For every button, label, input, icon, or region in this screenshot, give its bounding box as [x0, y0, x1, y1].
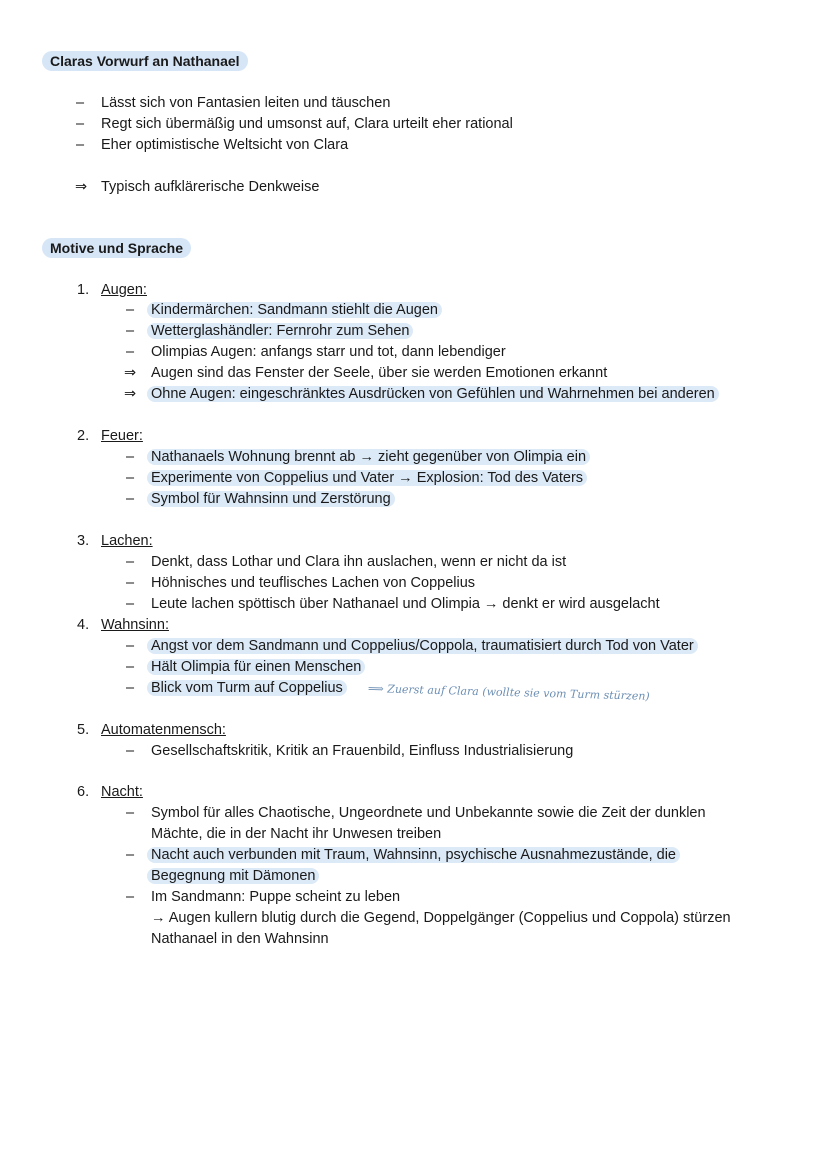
- list-item: Olimpias Augen: anfangs starr und tot, dann lebendiger: [151, 344, 506, 360]
- motive-number: 5.: [77, 722, 90, 738]
- list-item: Gesellschaftskritik, Kritik an Frauenbild, Einfluss Industrialisierung: [151, 743, 574, 759]
- dash-marker: –: [126, 554, 135, 570]
- dash-marker: –: [126, 302, 135, 318]
- list-item: [151, 657, 365, 678]
- list-item: Eher optimistische Weltsicht von Clara: [101, 137, 349, 153]
- implies-arrow-icon: ⇒: [124, 365, 137, 381]
- dash-marker: –: [76, 116, 85, 132]
- list-item-continuation: Mächte, die in der Nacht ihr Unwesen treiben: [151, 826, 442, 842]
- list-item: Lässt sich von Fantasien leiten und täuschen: [101, 95, 391, 111]
- dash-marker: –: [126, 323, 135, 339]
- implies-arrow-icon: ⇒: [75, 179, 88, 195]
- implies-arrow-icon: ⇒: [124, 386, 137, 402]
- section-heading-motive-und-sprache: Motive und Sprache: [42, 238, 191, 258]
- dash-marker: –: [126, 743, 135, 759]
- list-item: Höhnisches und teuflisches Lachen von Coppelius: [151, 575, 476, 591]
- dash-marker: –: [126, 449, 135, 465]
- list-item: [151, 845, 680, 866]
- list-item: [151, 300, 442, 321]
- list-item: Denkt, dass Lothar und Clara ihn auslachen, wenn er nicht da ist: [151, 554, 567, 570]
- motive-number: 6.: [77, 784, 90, 800]
- motive-number: 2.: [77, 428, 90, 444]
- list-item: [151, 321, 413, 342]
- highlighted-text: Symbol für Wahnsinn und Zerstörung: [147, 491, 395, 507]
- highlighted-text: Hält Olimpia für einen Menschen: [147, 659, 365, 675]
- list-item: Regt sich übermäßig und umsonst auf, Clara urteilt eher rational: [101, 116, 513, 132]
- dash-marker: –: [126, 596, 135, 612]
- highlighted-text: Blick vom Turm auf Coppelius: [147, 680, 347, 696]
- motive-title-wahnsinn: Wahnsinn:: [101, 617, 169, 633]
- motive-title-nacht: Nacht:: [101, 784, 143, 800]
- motive-number: 4.: [77, 617, 90, 633]
- list-item: Im Sandmann: Puppe scheint zu leben: [151, 889, 401, 905]
- handwritten-note: ⟹ Zuerst auf Clara (wollte sie vom Turm stürzen): [367, 682, 650, 703]
- motive-title-feuer: Feuer:: [101, 428, 143, 444]
- list-item: [151, 636, 698, 657]
- dash-marker: –: [126, 889, 135, 905]
- highlighted-text: Kindermärchen: Sandmann stiehlt die Augen: [147, 302, 442, 318]
- highlighted-text: Begegnung mit Dämonen: [147, 868, 319, 884]
- highlighted-text: Experimente von Coppelius und Vater → Explosion: Tod des Vaters: [147, 470, 587, 486]
- dash-marker: –: [76, 137, 85, 153]
- dash-marker: –: [76, 95, 85, 111]
- highlighted-text: Angst vor dem Sandmann und Coppelius/Coppola, traumatisiert durch Tod von Vater: [147, 638, 698, 654]
- motive-title-automatenmensch: Automatenmensch:: [101, 722, 226, 738]
- conclusion-text: Typisch aufklärerische Denkweise: [101, 179, 320, 195]
- highlighted-text: Nacht auch verbunden mit Traum, Wahnsinn, psychische Ausnahmezustände, die: [147, 847, 680, 863]
- dash-marker: –: [126, 638, 135, 654]
- list-item: [151, 489, 395, 510]
- highlighted-text: Wetterglashändler: Fernrohr zum Sehen: [147, 323, 413, 339]
- dash-marker: –: [126, 847, 135, 863]
- list-item: [151, 384, 719, 405]
- dash-marker: –: [126, 680, 135, 696]
- dash-marker: –: [126, 491, 135, 507]
- dash-marker: –: [126, 470, 135, 486]
- motive-number: 3.: [77, 533, 90, 549]
- motive-title-augen: Augen:: [101, 282, 147, 298]
- motive-title-lachen: Lachen:: [101, 533, 153, 549]
- list-item: [151, 678, 347, 699]
- list-item: [151, 447, 590, 468]
- list-item-continuation: [151, 866, 319, 887]
- highlighted-text: Ohne Augen: eingeschränktes Ausdrücken von Gefühlen und Wahrnehmen bei anderen: [147, 386, 719, 402]
- list-item: Augen sind das Fenster der Seele, über sie werden Emotionen erkannt: [151, 365, 608, 381]
- dash-marker: –: [126, 344, 135, 360]
- list-item-continuation: → Augen kullern blutig durch die Gegend, Doppelgänger (Coppelius und Coppola) stürzen: [151, 910, 731, 926]
- highlighted-text: Nathanaels Wohnung brennt ab → zieht gegenüber von Olimpia ein: [147, 449, 590, 465]
- section-heading-claras-vorwurf: Claras Vorwurf an Nathanael: [42, 51, 248, 71]
- list-item: Symbol für alles Chaotische, Ungeordnete und Unbekannte sowie die Zeit der dunklen: [151, 805, 706, 821]
- list-item-continuation: Nathanael in den Wahnsinn: [151, 931, 329, 947]
- motive-number: 1.: [77, 282, 90, 298]
- list-item: Leute lachen spöttisch über Nathanael und Olimpia → denkt er wird ausgelacht: [151, 596, 660, 612]
- list-item: [151, 468, 587, 489]
- dash-marker: –: [126, 659, 135, 675]
- dash-marker: –: [126, 805, 135, 821]
- dash-marker: –: [126, 575, 135, 591]
